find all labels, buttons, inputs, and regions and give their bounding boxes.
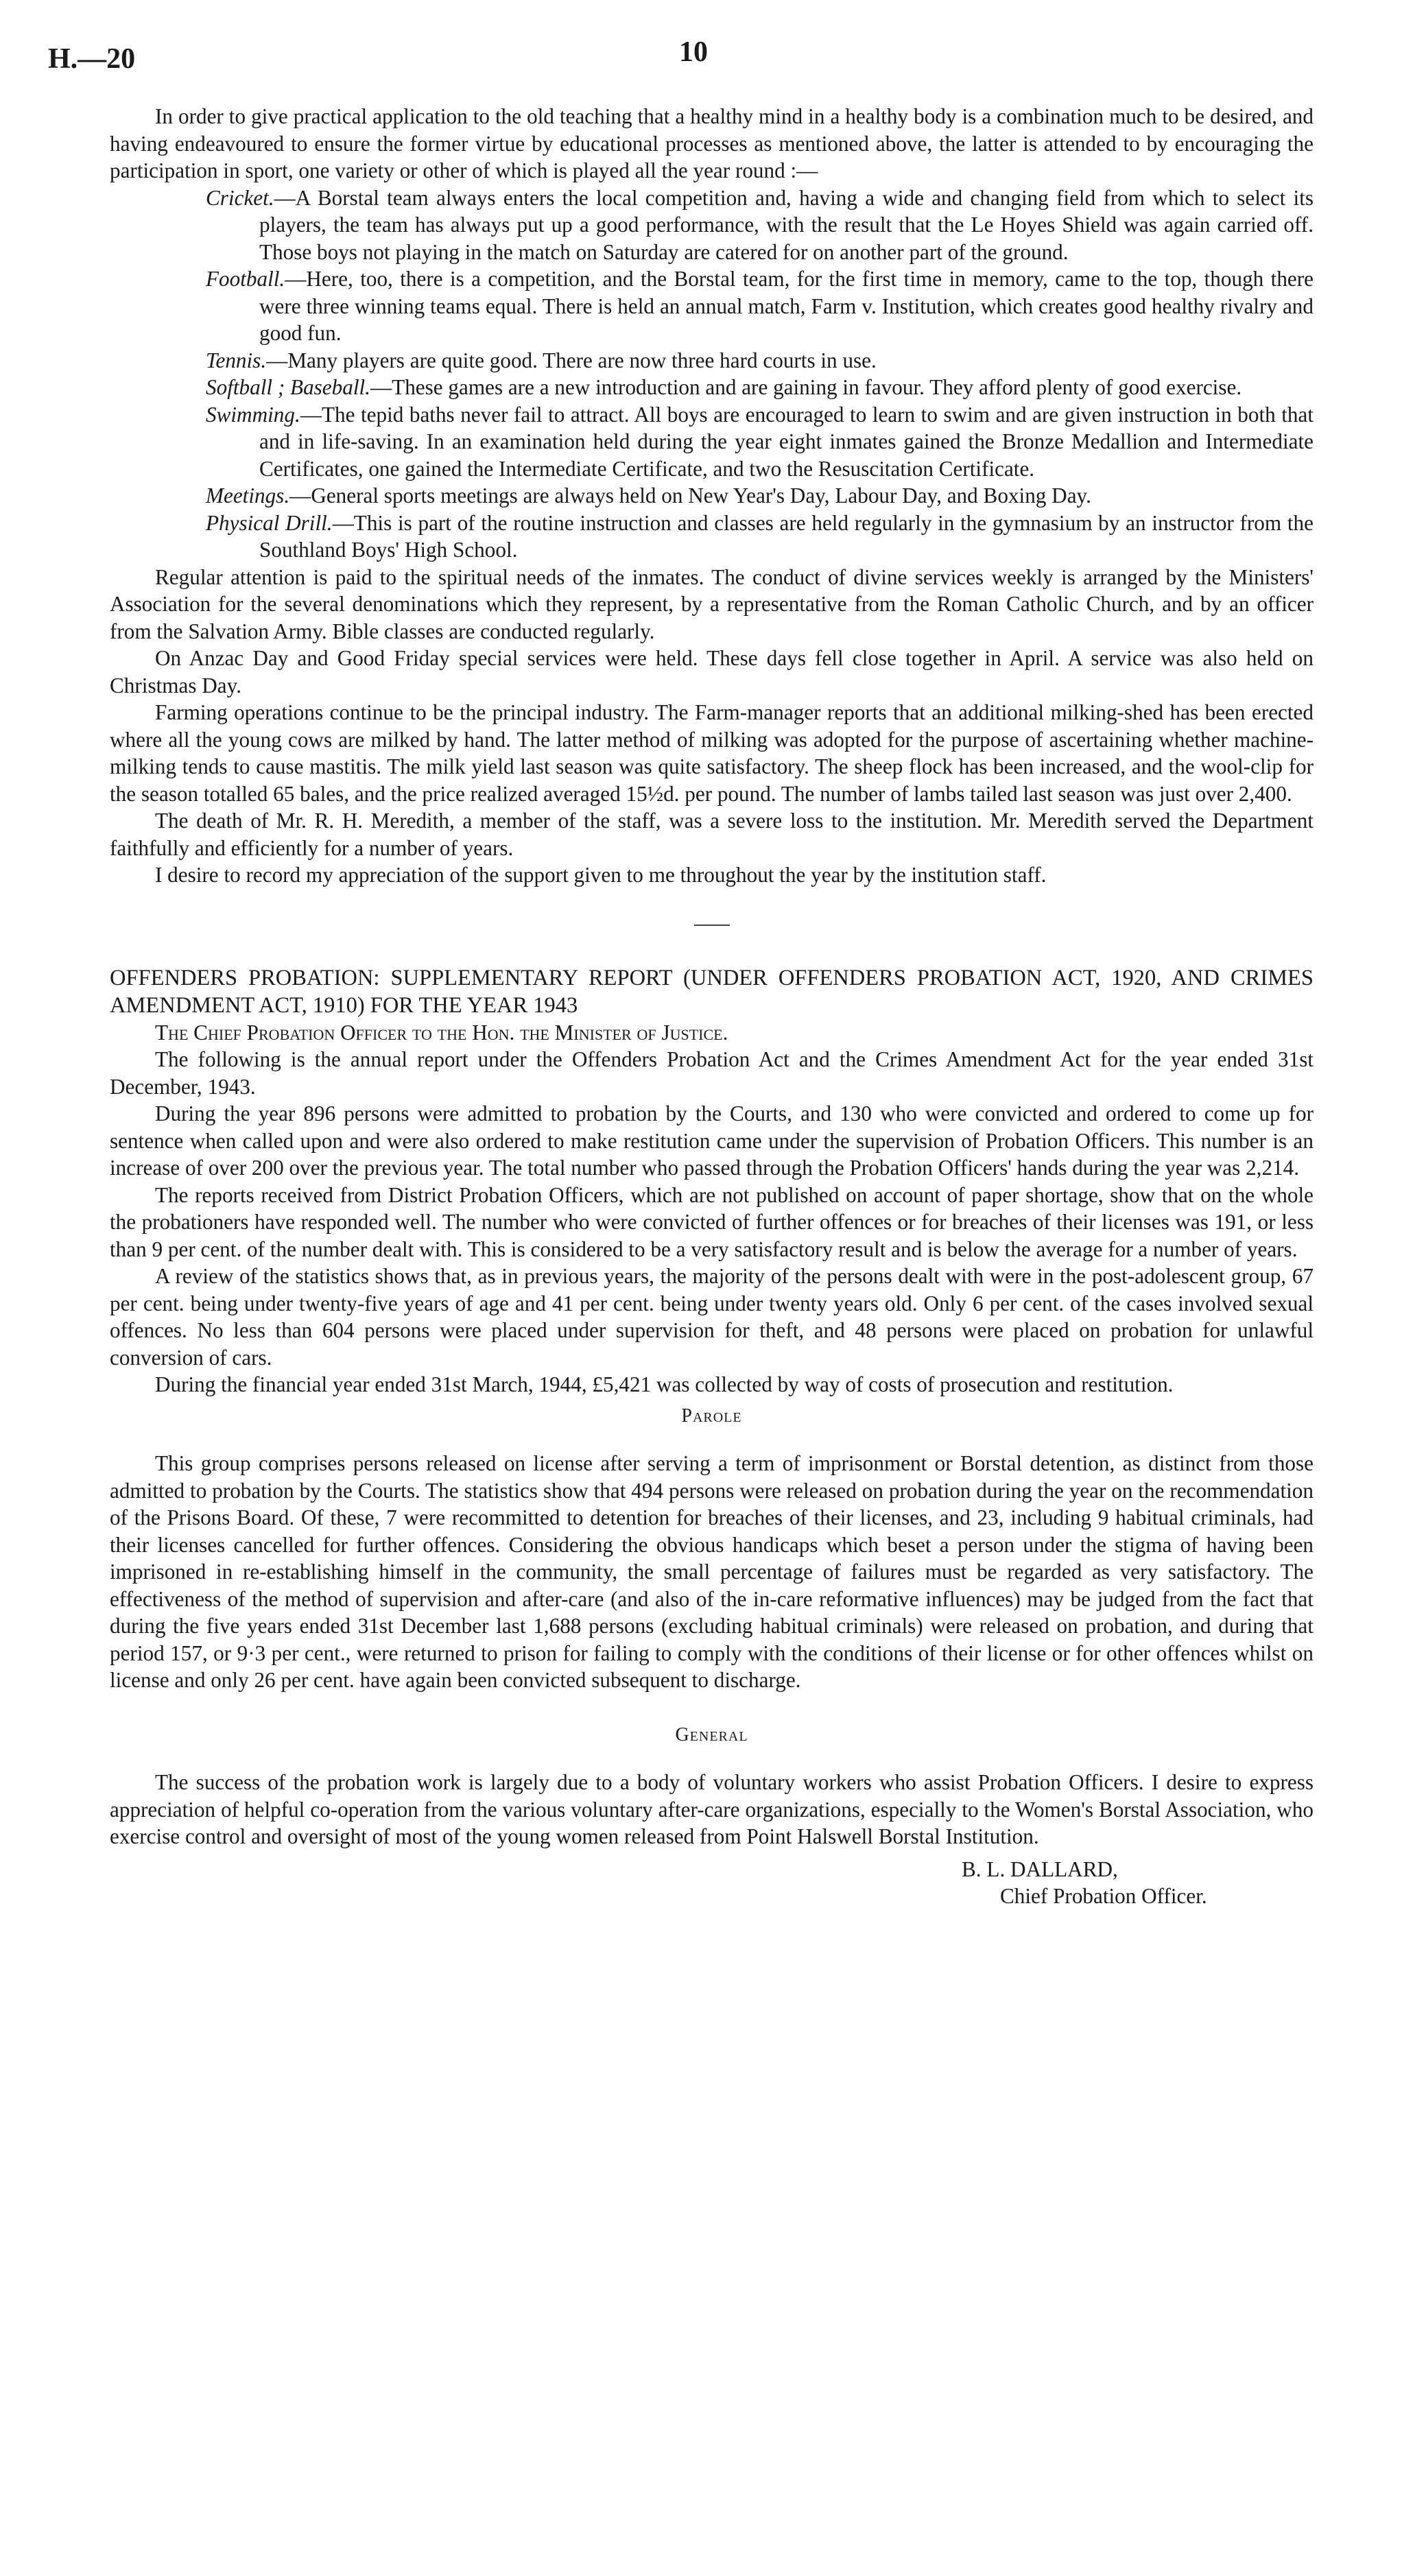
probation-report-title: OFFENDERS PROBATION: SUPPLEMENTARY REPORT (UNDER OFFENDERS PROBATION ACT, 1920, AND CRIMES AMENDMENT ACT, 1910) FOR THE YEAR 1943: [110, 965, 1314, 1018]
sport-item-softball-baseball: [206, 374, 1314, 401]
report-body: [110, 103, 1314, 1910]
sport-text: —General sports meetings are always held on New Year's Day, Labour Day, and Boxing Day.: [289, 484, 1091, 508]
probation-paragraph: The following is the annual report under the Offenders Probation Act and the Crimes Amendment Act for the year ended 31st December, 1943.: [110, 1047, 1314, 1099]
sport-text: —Many players are quite good. There are now three hard courts in use.: [266, 348, 877, 372]
parole-heading: Parole: [681, 1405, 742, 1427]
sport-intro-paragraph: In order to give practical application to the old teaching that a healthy mind in a healthy body is a combination much to be desired, and having endeavoured to ensure the former virtue by educational processes as mentioned above, the latter is attended to by encouraging the participation in sport, one variety or other of which is played all the year round :—: [110, 104, 1314, 182]
signature-title: Chief Probation Officer.: [1000, 1884, 1207, 1908]
farming-paragraph: Farming operations continue to be the principal industry. The Farm-manager reports that an additional milking-shed has been erected where all the young cows are milked by hand. The latter method of milking was adopted for the purpose of ascertaining whether machine-milking tends to cause mastitis. The milk yield last season was quite satisfactory. The sheep flock has been increased, and the wool-clip for the season totalled 65 bales, and the price realized averaged 15½d. per pound. The number of lambs tailed last season was just over 2,400.: [110, 700, 1314, 806]
sport-name: Football.: [206, 267, 285, 291]
sport-name: Swimming.: [206, 402, 300, 427]
sport-item-football: [206, 265, 1314, 347]
sport-name: Physical Drill.: [206, 510, 333, 535]
sport-text: —The tepid baths never fail to attract. All boys are encouraged to learn to swim and are given instruction in both that and in life-saving. In an examination held during the year eight inmates gained the Bronze Medallion and Intermediate Certificates, one gained the Intermediate Certificate, and two the Resuscitation Certificate.: [259, 402, 1314, 481]
general-heading: General: [675, 1724, 748, 1745]
sports-list: [110, 184, 1314, 564]
sport-text: —This is part of the routine instruction and classes are held regularly in the gymnasium by an instructor from the Southland Boys' High School.: [259, 510, 1314, 562]
obituary-paragraph: The death of Mr. R. H. Meredith, a member of the staff, was a severe loss to the institution. Mr. Meredith served the Department faithfully and efficiently for a number of years.: [110, 809, 1314, 860]
services-paragraph: On Anzac Day and Good Friday special services were held. These days fell close together in April. A service was also held on Christmas Day.: [110, 646, 1314, 697]
signature-block: [962, 1856, 1314, 1910]
sport-item-physical-drill: [206, 510, 1314, 564]
parole-paragraph: This group comprises persons released on license after serving a term of imprisonment or Borstal detention, as distinct from those admitted to probation by the Courts. The statistics show that 494 persons were released on probation during the year on the recommendation of the Prisons Board. Of these, 7 were recommitted to detention for breaches of their licenses, and 23, including 9 habitual criminals, had their licenses cancelled for further offences. Considering the obvious handicaps which beset a person under the stigma of having been imprisoned in re-establishing himself in the community, the small percentage of failures must be regarded as very satisfactory. The effectiveness of the method of supervision and after-care (and also of the in-care reformative influences) may be judged from the fact that during the five years ended 31st December last 1,688 persons (excluding habitual criminals) were released on probation, and during that period 157, or 9·3 per cent., were returned to prison for failing to comply with the conditions of their license or for other offences whilst on license and only 26 per cent. have again been convicted subsequent to discharge.: [110, 1451, 1314, 1692]
page-number: 10: [679, 36, 708, 68]
section-divider: [694, 925, 730, 926]
probation-paragraph: During the financial year ended 31st March, 1944, £5,421 was collected by way of costs of prosecution and restitution.: [155, 1372, 1174, 1396]
sport-text: —A Borstal team always enters the local competition and, having a wide and changing field from which to select its players, the team has always put up a good performance, with the result that the Le Hoyes Shield was again carried off. Those boys not playing in the match on Saturday are catered for on another part of the ground.: [259, 185, 1314, 264]
sport-text: —Here, too, there is a competition, and the Borstal team, for the first time in memory, came to the top, though there were three winning teams equal. There is held an annual match, Farm v. Institution, which creates good healthy rivalry and good fun.: [259, 267, 1314, 345]
signature-name: B. L. DALLARD,: [962, 1857, 1118, 1881]
sport-item-meetings: [206, 482, 1314, 510]
probation-paragraph: The reports received from District Probation Officers, which are not published on account of paper shortage, show that on the whole the probationers have responded well. The number who were convicted of further offences or for breaches of their licenses was 191, or less than 9 per cent. of the number dealt with. This is considered to be a very satisfactory result and is below the average for a number of years.: [110, 1182, 1314, 1261]
sport-name: Softball ; Baseball.: [206, 375, 370, 399]
document-code: H.—20: [48, 43, 136, 75]
report-address-line: The Chief Probation Officer to the Hon. the Minister of Justice.: [155, 1020, 728, 1045]
sport-item-cricket: [206, 184, 1314, 266]
sport-item-swimming: [206, 401, 1314, 483]
spiritual-paragraph: Regular attention is paid to the spiritual needs of the inmates. The conduct of divine services weekly is arranged by the Ministers' Association for the several denominations which they represent, by a representative from the Roman Catholic Church, and by an officer from the Salvation Army. Bible classes are conducted regularly.: [110, 564, 1314, 643]
sport-text: —These games are a new introduction and are gaining in favour. They afford plenty of good exercise.: [370, 375, 1242, 399]
sport-name: Tennis.: [206, 348, 267, 372]
sport-item-tennis: [206, 347, 1314, 374]
sport-name: Cricket.: [206, 185, 274, 210]
probation-paragraph: A review of the statistics shows that, as in previous years, the majority of the persons dealt with were in the post-adolescent group, 67 per cent. being under twenty-five years of age and 41 per cent. being under twenty years old. Only 6 per cent. of the cases involved sexual offences. No less than 604 persons were placed under supervision for theft, and 48 persons were placed on probation for unlawful conversion of cars.: [110, 1264, 1314, 1370]
probation-paragraph: During the year 896 persons were admitted to probation by the Courts, and 130 who were convicted and ordered to come up for sentence when called upon and were also ordered to make restitution came under the supervision of Probation Officers. This number is an increase of over 200 over the previous year. The total number who passed through the Probation Officers' hands during the year was 2,214.: [110, 1101, 1314, 1180]
general-paragraph: The success of the probation work is largely due to a body of voluntary workers who assist Probation Officers. I desire to express appreciation of helpful co-operation from the various voluntary after-care organizations, especially to the Women's Borstal Association, who exercise control and oversight of most of the young women released from Point Halswell Borstal Institution.: [110, 1770, 1314, 1848]
sport-name: Meetings.: [206, 484, 290, 508]
appreciation-paragraph: I desire to record my appreciation of the support given to me throughout the year by the institution staff.: [155, 863, 1047, 887]
